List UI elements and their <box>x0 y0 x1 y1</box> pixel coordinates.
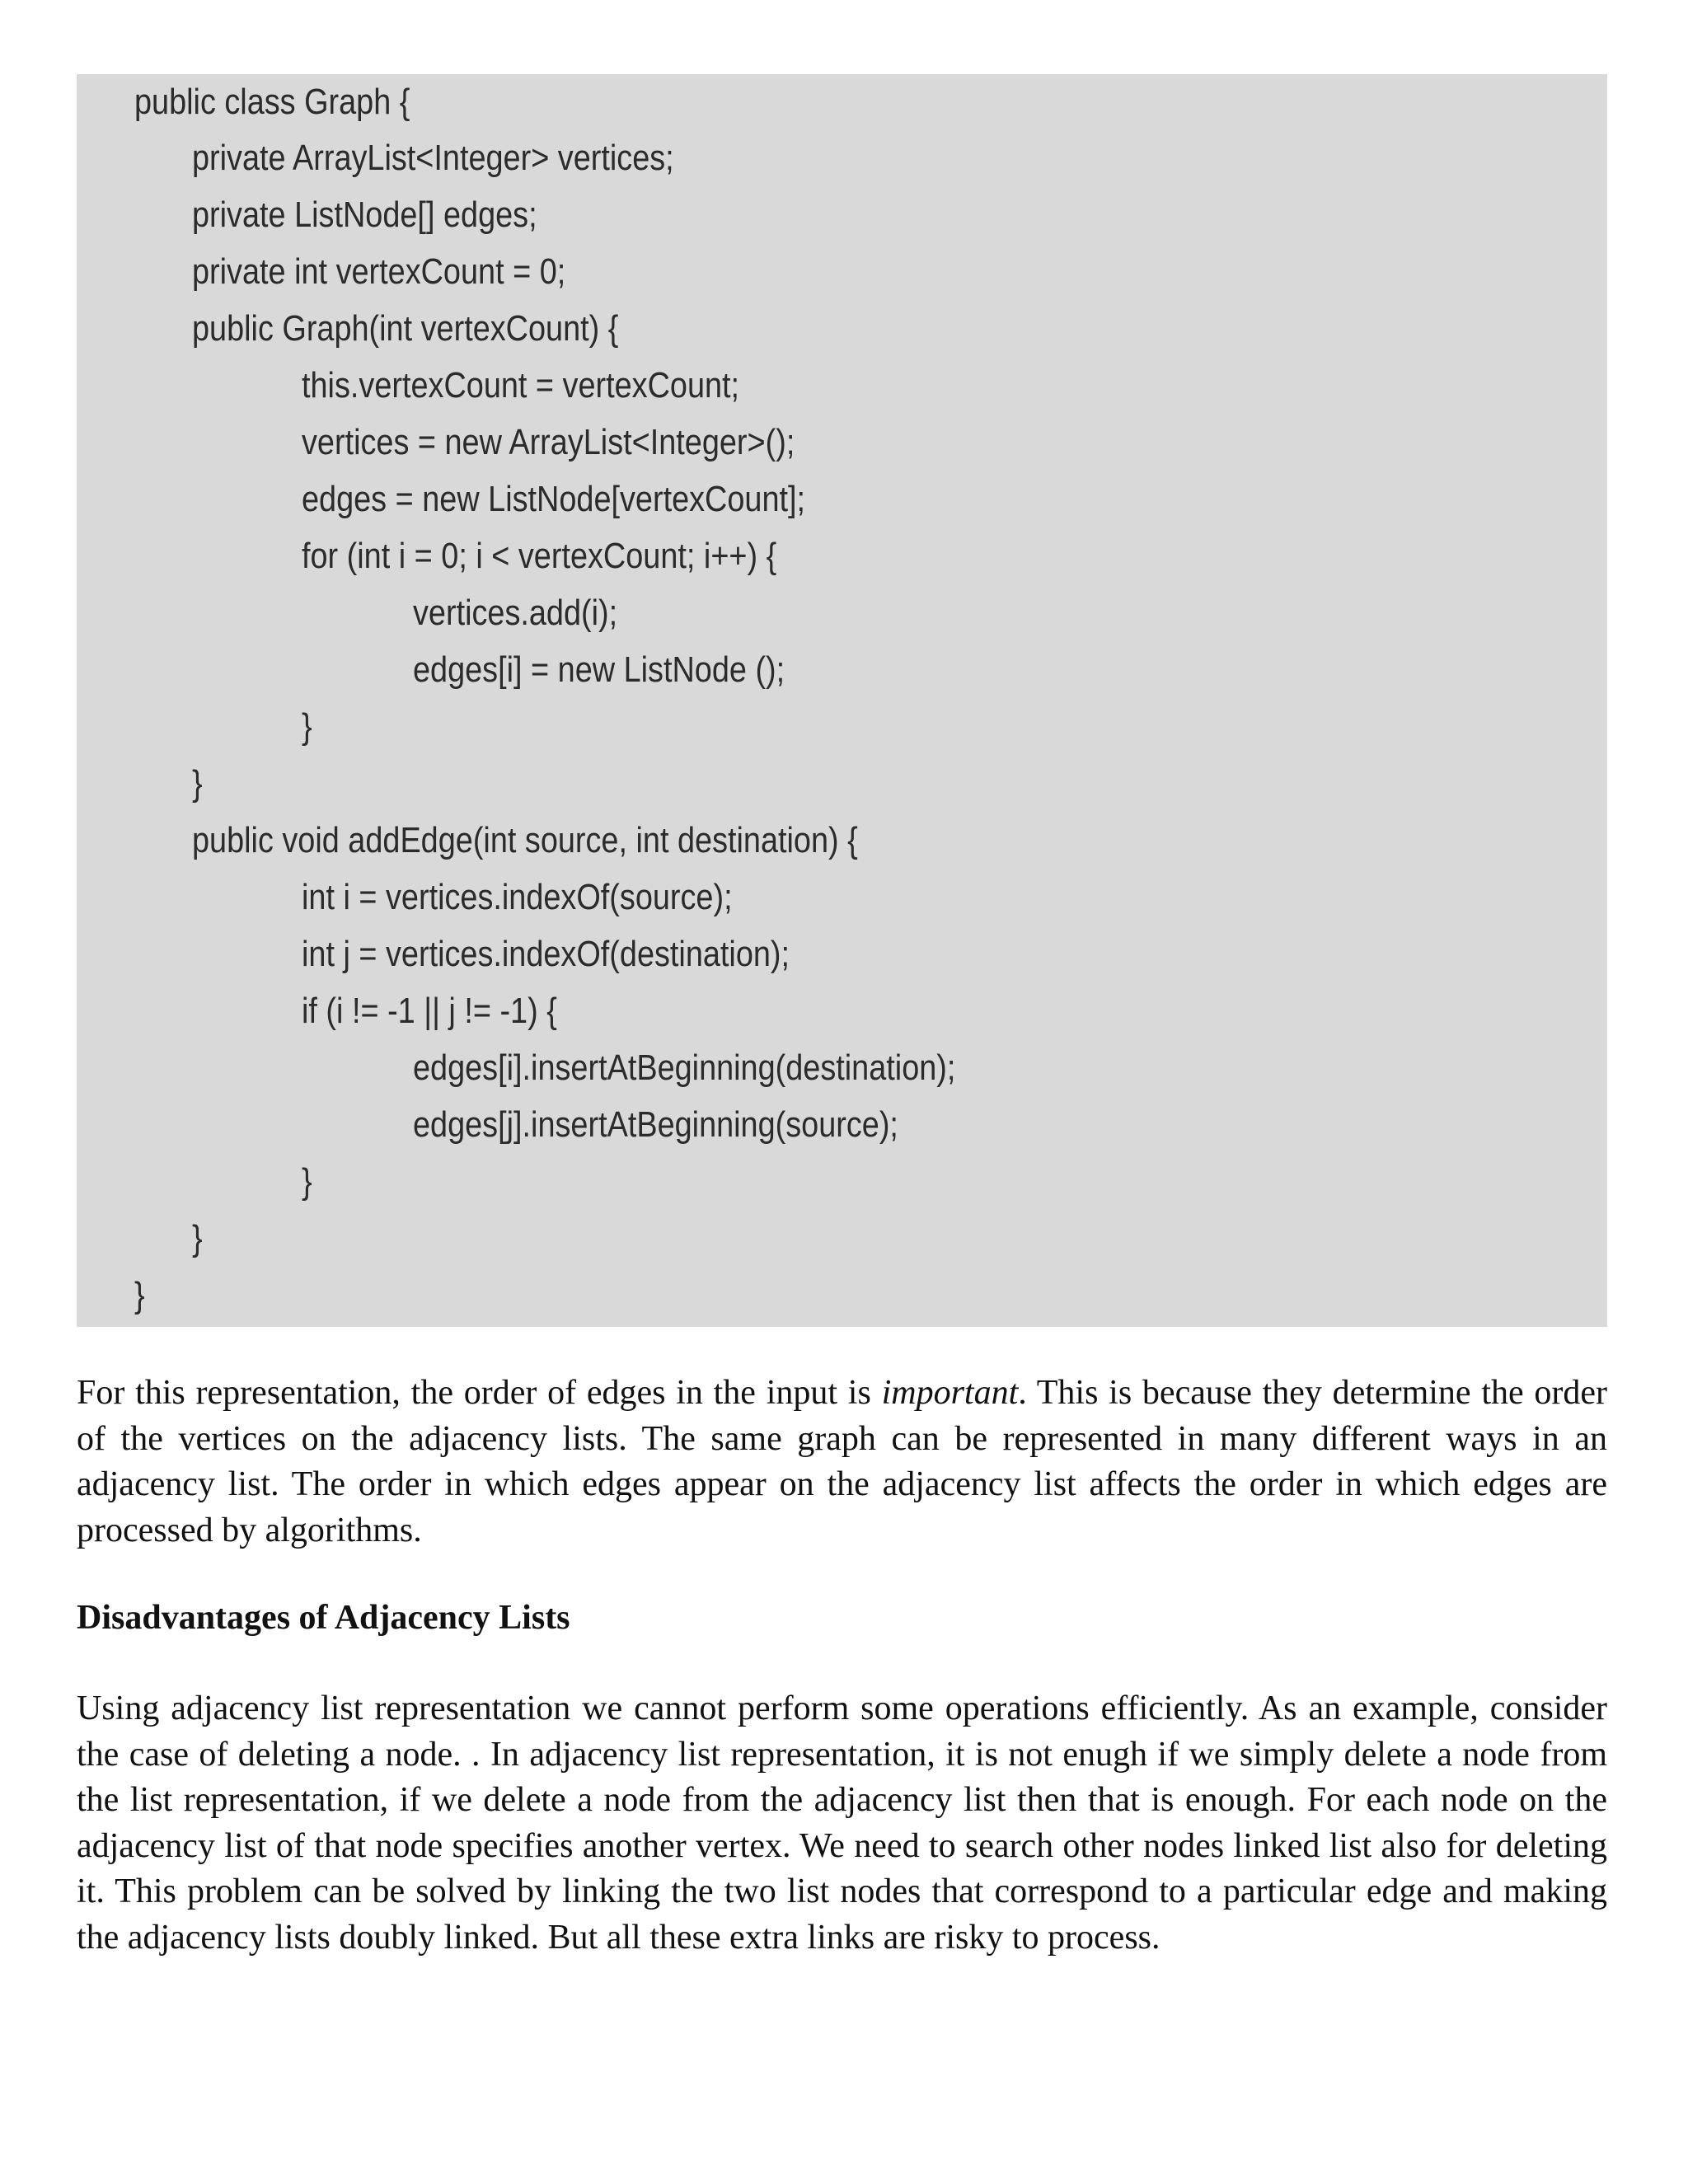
code-line: } <box>134 1275 145 1315</box>
code-line: private ArrayList<Integer> vertices; <box>192 138 674 178</box>
code-line: edges = new ListNode[vertexCount]; <box>302 479 806 519</box>
code-line: } <box>302 1161 312 1202</box>
code-line: int i = vertices.indexOf(source); <box>302 877 733 917</box>
code-line: this.vertexCount = vertexCount; <box>302 365 740 405</box>
paragraph-text: . This is because they determine the order of the vertices on the adjacency lists. The same graph can be represented in many different ways in an adjacency list. The order in which edges appear on the adjacency list affects the order in which edges are processed by algorithms. <box>77 1374 1607 1549</box>
code-line: private ListNode[] edges; <box>192 194 537 235</box>
paragraph-disadvantages: Using adjacency list representation we cannot perform some operations efficiently. As an example, consider the case of deleting a node. . In adjacency list representation, it is not enugh if we simply delete a node from the list representation, if we delete a node from the adjacency list then that is enough. For each node on the adjacency list of that node specifies another vertex. We need to search other nodes linked list also for deleting it. This problem can be solved by linking the two list nodes that correspond to a particular edge and making the adjacency lists doubly linked. But all these extra links are risky to process. <box>77 1690 1607 1957</box>
code-line: } <box>302 706 312 747</box>
code-block <box>77 74 1607 1327</box>
code-line: public class Graph { <box>134 82 410 122</box>
code-line: if (i != -1 || j != -1) { <box>302 991 557 1031</box>
code-line: private int vertexCount = 0; <box>192 251 566 292</box>
code-line: vertices.add(i); <box>413 593 618 633</box>
code-line: vertices = new ArrayList<Integer>(); <box>302 422 795 462</box>
code-line: } <box>192 1218 203 1258</box>
code-line: } <box>192 763 203 804</box>
code-line: edges[j].insertAtBeginning(source); <box>413 1104 898 1145</box>
code-line: public Graph(int vertexCount) { <box>192 308 619 349</box>
code-line: for (int i = 0; i < vertexCount; i++) { <box>302 536 777 576</box>
section-heading: Disadvantages of Adjacency Lists <box>77 1599 570 1637</box>
code-line: int j = vertices.indexOf(destination); <box>302 934 790 974</box>
code-line: public void addEdge(int source, int destination) { <box>192 820 858 860</box>
paragraph-edge-order <box>77 1371 1607 1554</box>
paragraph-text: For this representation, the order of edges in the input is <box>77 1374 882 1412</box>
code-line: edges[i].insertAtBeginning(destination); <box>413 1047 956 1088</box>
emphasis-text: important <box>881 1374 1019 1412</box>
code-line: edges[i] = new ListNode (); <box>413 649 785 690</box>
